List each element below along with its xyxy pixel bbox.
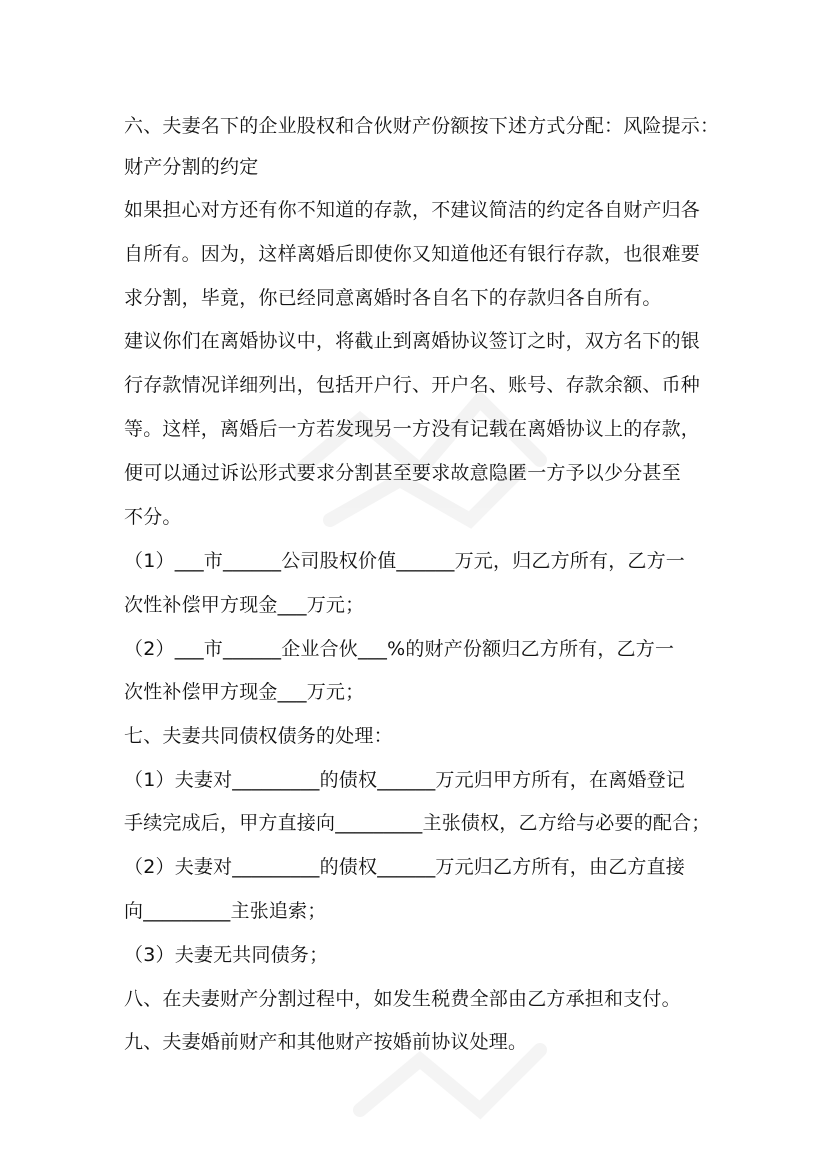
paragraph-line: 不分。 xyxy=(124,506,182,528)
section-heading: 八、在夫妻财产分割过程中，如发生税费全部由乙方承担和支付。 xyxy=(124,988,681,1010)
paragraph-line: 行存款情况详细列出，包括开户行、开户名、账号、存款余额、币种 xyxy=(124,374,701,396)
paragraph-line: 向_________主张追索； xyxy=(124,900,327,922)
paragraph-line: 建议你们在离婚协议中，将截止到离婚协议签订之时，双方名下的银 xyxy=(124,330,701,352)
paragraph-line: 如果担心对方还有你不知道的存款，不建议简洁的约定各自财产归各 xyxy=(124,199,701,221)
paragraph-line: 求分割，毕竟，你已经同意离婚时各自名下的存款归各自所有。 xyxy=(124,287,662,309)
paragraph-line: （1）夫妻对_________的债权______万元归甲方所有，在离婚登记 xyxy=(124,769,685,791)
paragraph-line: （1）___市______公司股权价值______万元，归乙方所有，乙方一 xyxy=(124,550,685,572)
section-heading: 九、夫妻婚前财产和其他财产按婚前协议处理。 xyxy=(124,1031,528,1053)
paragraph-line: 次性补偿甲方现金___万元； xyxy=(124,594,365,616)
paragraph-line: （3）夫妻无共同债务； xyxy=(124,944,329,966)
paragraph-line: （2）夫妻对_________的债权______万元归乙方所有，由乙方直接 xyxy=(124,856,685,878)
paragraph-line: 手续完成后，甲方直接向_________主张债权，乙方给与必要的配合； xyxy=(124,812,711,834)
paragraph-line: （2）___市______企业合伙___%的财产份额归乙方所有，乙方一 xyxy=(124,638,675,660)
section-heading: 七、夫妻共同债权债务的处理： xyxy=(124,725,393,747)
paragraph-line: 等。这样，离婚后一方若发现另一方没有记载在离婚协议上的存款， xyxy=(124,418,701,440)
paragraph-line: 便可以通过诉讼形式要求分割甚至要求故意隐匿一方予以少分甚至 xyxy=(124,462,681,484)
paragraph-line: 财产分割的约定 xyxy=(124,156,259,178)
paragraph-line: 次性补偿甲方现金___万元； xyxy=(124,681,365,703)
paragraph-line: 六、夫妻名下的企业股权和合伙财产份额按下述方式分配：风险提示： xyxy=(124,115,720,137)
paragraph-line: 自所有。因为，这样离婚后即使你又知道他还有银行存款，也很难要 xyxy=(124,243,701,265)
